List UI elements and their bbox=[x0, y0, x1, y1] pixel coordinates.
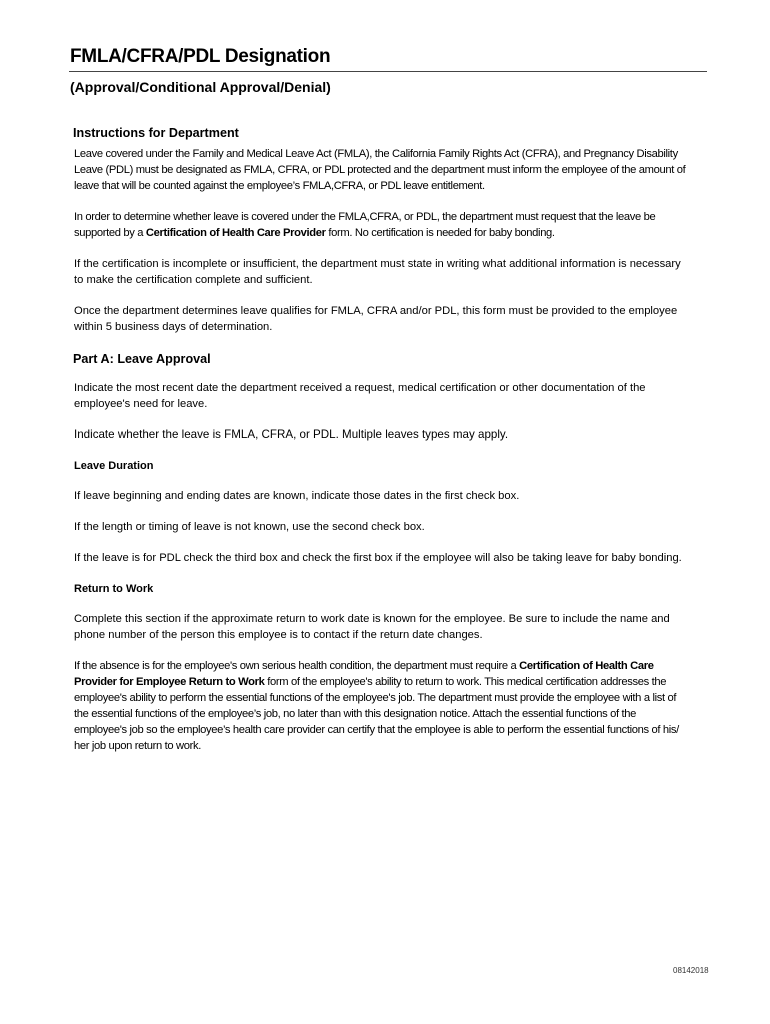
instructions-p2-text-end: form. No certification is needed for baby bonding. bbox=[325, 227, 555, 239]
instructions-paragraph-3: If the certification is incomplete or insufficient, the department must state in writing what additional information is necessary to make the certification complete and sufficient. bbox=[74, 258, 681, 286]
leave-duration-paragraph-3: If the leave is for PDL check the third box and check the first box if the employee will also be taking leave for baby bonding. bbox=[74, 552, 682, 564]
part-a-paragraph-2: Indicate whether the leave is FMLA, CFRA, or PDL. Multiple leaves types may apply. bbox=[74, 428, 509, 441]
page-title: FMLA/CFRA/PDL Designation bbox=[70, 46, 331, 67]
page-subtitle: (Approval/Conditional Approval/Denial) bbox=[70, 79, 331, 95]
certification-form-name: Certification of Health Care Provider bbox=[145, 227, 326, 239]
part-a-paragraph-1: Indicate the most recent date the department received a request, medical certification or other documentation of the employee's need for leave. bbox=[74, 382, 646, 410]
instructions-heading: Instructions for Department bbox=[73, 126, 239, 140]
return-to-work-paragraph-1: Complete this section if the approximate return to work date is known for the employee. Be sure to include the name and phone number of the person this employee is to contact if the return date changes. bbox=[74, 613, 670, 641]
instructions-paragraph-2 bbox=[74, 209, 690, 241]
return-to-work-form-name: Certification of Health Care Provider for Employee Return to Work bbox=[74, 660, 654, 688]
form-revision-code: 08142018 bbox=[673, 966, 709, 975]
instructions-p2-text-start: In order to determine whether leave is covered under the FMLA,CFRA, or PDL, the department must request that the leave be supported by a bbox=[74, 211, 656, 239]
document-body bbox=[74, 124, 690, 769]
instructions-paragraph-4: Once the department determines leave qualifies for FMLA, CFRA and/or PDL, this form must be provided to the employee within 5 business days of determination. bbox=[74, 305, 678, 333]
title-divider bbox=[69, 71, 707, 72]
return-to-work-heading: Return to Work bbox=[74, 583, 154, 595]
instructions-paragraph-1: Leave covered under the Family and Medical Leave Act (FMLA), the California Family Rights Act (CFRA), and Pregnancy Disability Leave (PDL) must be designated as FMLA, CFRA, or PDL protected and the department must inform the employee of the amount of leave that will be counted against the employee’s FMLA,CFRA, or PDL leave entitlement. bbox=[74, 148, 686, 192]
return-to-work-p2-text-end: form of the employee's ability to return to work. This medical certification addresses the employee's ability to perform the essential functions of the employee's job. The department must provide the employee with a list of the essential functions of the employee’s job, no later than with this designation notice. Attach the essential functions of the employee's job so the employee’s health care provider can certify that the employee is able to perform the essential functions of his/ her job upon return to work. bbox=[74, 676, 679, 752]
leave-duration-heading: Leave Duration bbox=[74, 460, 154, 472]
part-a-heading: Part A: Leave Approval bbox=[73, 352, 211, 366]
return-to-work-paragraph-2 bbox=[74, 658, 690, 754]
leave-duration-paragraph-2: If the length or timing of leave is not known, use the second check box. bbox=[74, 521, 425, 533]
return-to-work-p2-text-start: If the absence is for the employee's own serious health condition, the department must require a bbox=[74, 660, 520, 672]
leave-duration-paragraph-1: If leave beginning and ending dates are known, indicate those dates in the first check box. bbox=[74, 490, 520, 502]
